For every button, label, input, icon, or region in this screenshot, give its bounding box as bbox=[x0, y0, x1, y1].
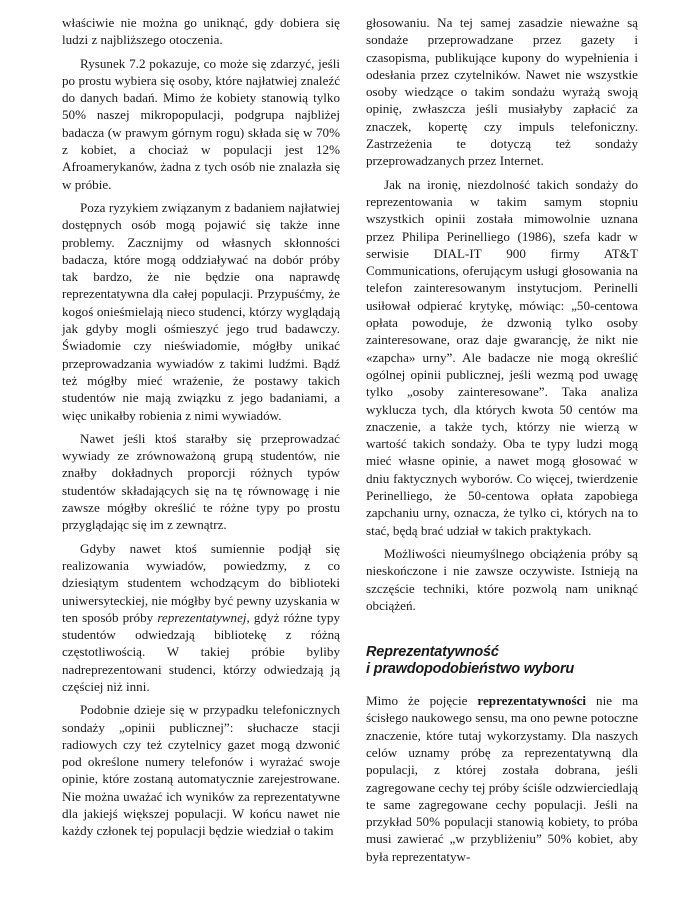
paragraph-bias-possibilities: Możliwości nieumyślnego obciążenia próby są nieskończone i nie zawsze oczywiste. Istnieją na szczęście techniki, które pozwolą nam uniknąć obciążeń. bbox=[366, 545, 638, 613]
paragraph-continued: właściwie nie można go uniknąć, gdy dobiera się ludzi z najbliższego otoczenia. bbox=[62, 15, 340, 48]
text-run: Mimo że pojęcie bbox=[366, 693, 478, 709]
text-run: nie ma ścisłego naukowego sensu, ma ono pewne potoczne znaczenie, które tutaj wykorzystamy. Dla naszych celów uznamy próbę za reprezentatywną dla populacji, z której została dobrana, jeśli zagregowane cechy tej próby ściśle odzwierciedlają te same zagregowane cechy populacji. Jeśli na przykład 50% populacji stanowią kobiety, to próba musi zawierać „w przybliżeniu” 50% kobiet, aby była reprezentatyw- bbox=[366, 693, 639, 864]
paragraph-representativeness bbox=[366, 692, 638, 865]
paragraph-researcher-bias: Poza ryzykiem związanym z badaniem najłatwiej dostępnych osób mogą pojawić się także inne problemy. Zacznijmy od własnych skłonności badacza, które mogą oddziaływać na dobór próby tak bardzo, że nie będzie ona naprawdę reprezentatywna dla całej populacji. Przypuśćmy, że kogoś onieśmielają nieco studenci, którzy wyglądają jak gdyby mogli ośmieszyć jego trud badawczy. Świadomie czy nieświadomie, mógłby unikać przeprowadzania wywiadów z takimi ludźmi. Bądź też mógłby mieć wrażenie, że postawy takich studentów nie mają związku z jego badaniami, a więc unikałby robienia z nimi wywiadów. bbox=[62, 199, 340, 423]
paragraph-balanced-group: Nawet jeśli ktoś starałby się przeprowadzać wywiady ze zrównoważoną grupą studentów, nie znałby dokładnych proporcji różnych typów studentów składających się na tę równowagę i nie zawsze mógłby określić te różne typy po prostu przyglądając się im z zewnątrz. bbox=[62, 430, 340, 533]
paragraph-voting-continued: głosowaniu. Na tej samej zasadzie nieważne są sondaże przeprowadzane przez gazety i czasopisma, publikujące kupony do wypełnienia i odesłania przez czytelników. Nawet nie wszystkie osoby wiedzące o takim sondażu wyrażą swoją opinię, zwłaszcza jeśli musiałyby zapłacić za znaczek, kopertę czy impuls telefoniczny. Zastrzeżenia te dotyczą też sondaży przeprowadzanych przez Internet. bbox=[366, 15, 638, 169]
left-column bbox=[62, 14, 340, 846]
text-run: Gdyby nawet ktoś sumiennie podjął się realizowania wywiadów, powiedzmy, z co dziesiątym studentem wchodzącym do biblioteki uniwersyteckiej, nie mógłby być pewny uzyskania w ten sposób próby bbox=[62, 540, 340, 625]
section-heading bbox=[366, 644, 638, 678]
text-run: , gdyż różne typy studentów odwiedzają bibliotekę z różną częstotliwością. W takiej próbie byliby nadreprezentowani studenci, którzy odwiedzają ją częściej niż inni. bbox=[62, 609, 340, 694]
paragraph-perinelli: Jak na ironię, niezdolność takich sondaży do reprezentowania w takim samym stopniu wszystkich opinii została mimowolnie uznana przez Philipa Perinelliego (1986), szefa kadr w serwisie DIAL-IT 900 firmy AT&T Communications, oferującym usługi głosowania na telefon zainteresowanym instytucjom. Perinelli usiłował odpierać krytykę, mówiąc: „50-centowa opłata powoduje, że dzwonią tylko osoby zainteresowane, oraz daje gwarancję, że nikt nie «zapcha» urny”. Ale badacze nie mogą określić ogólnej opinii publicznej, jeśli wezmą pod uwagę tylko „osoby zainteresowane”. Taka analiza wyklucza tych, dla których kwota 50 centów ma znaczenie, a także tych, którzy nie wierzą w wartość takich sondaży. Oba te typy ludzi mogą mieć własne opinie, a nawet mogą głosować w dniu faktycznych wyborów. Co więcej, twierdzenie Perinelliego, że 50-centowa opłata zapobiega zapchaniu urny, oznacza, że tylko ci, których na to stać, będą brać udział w takich praktykach. bbox=[366, 176, 638, 538]
term-representativeness: reprezentatywności bbox=[477, 693, 587, 709]
paragraph-phone-polls: Podobnie dzieje się w przypadku telefonicznych sondaży „opinii publicznej”: słuchacze stacji radiowych czy też czytelnicy gazet mogą dzwonić pod określone numery telefonów i wyrażać swoje opinie, które zostaną automatycznie zarejestrowane. Nie można uważać ich wyników za reprezentatywne dla jakiejś większej populacji. W końcu nawet nie każdy członek tej populacji będzie wiedział o takim bbox=[62, 702, 340, 839]
paragraph-figure-7-2: Rysunek 7.2 pokazuje, co może się zdarzyć, jeśli po prostu wybiera się osoby, które najłatwiej znaleźć do danych badań. Mimo że kobiety stanowią tylko 50% naszej mikropopulacji, podgrupa najbliżej badacza (w prawym górnym rogu) składa się w 70% z kobiet, a chociaż w populacji jest 12% Afroamerykanów, żadna z tych osób nie znalazła się w próbie. bbox=[62, 55, 340, 192]
emphasis-representative: reprezentatywnej bbox=[157, 609, 247, 625]
section-heading-line-2: i prawdopodobieństwo wyboru bbox=[366, 661, 575, 678]
paragraph-library-sample bbox=[62, 540, 340, 696]
right-column bbox=[366, 14, 638, 871]
section-heading-line-1: Reprezentatywność bbox=[366, 644, 499, 661]
